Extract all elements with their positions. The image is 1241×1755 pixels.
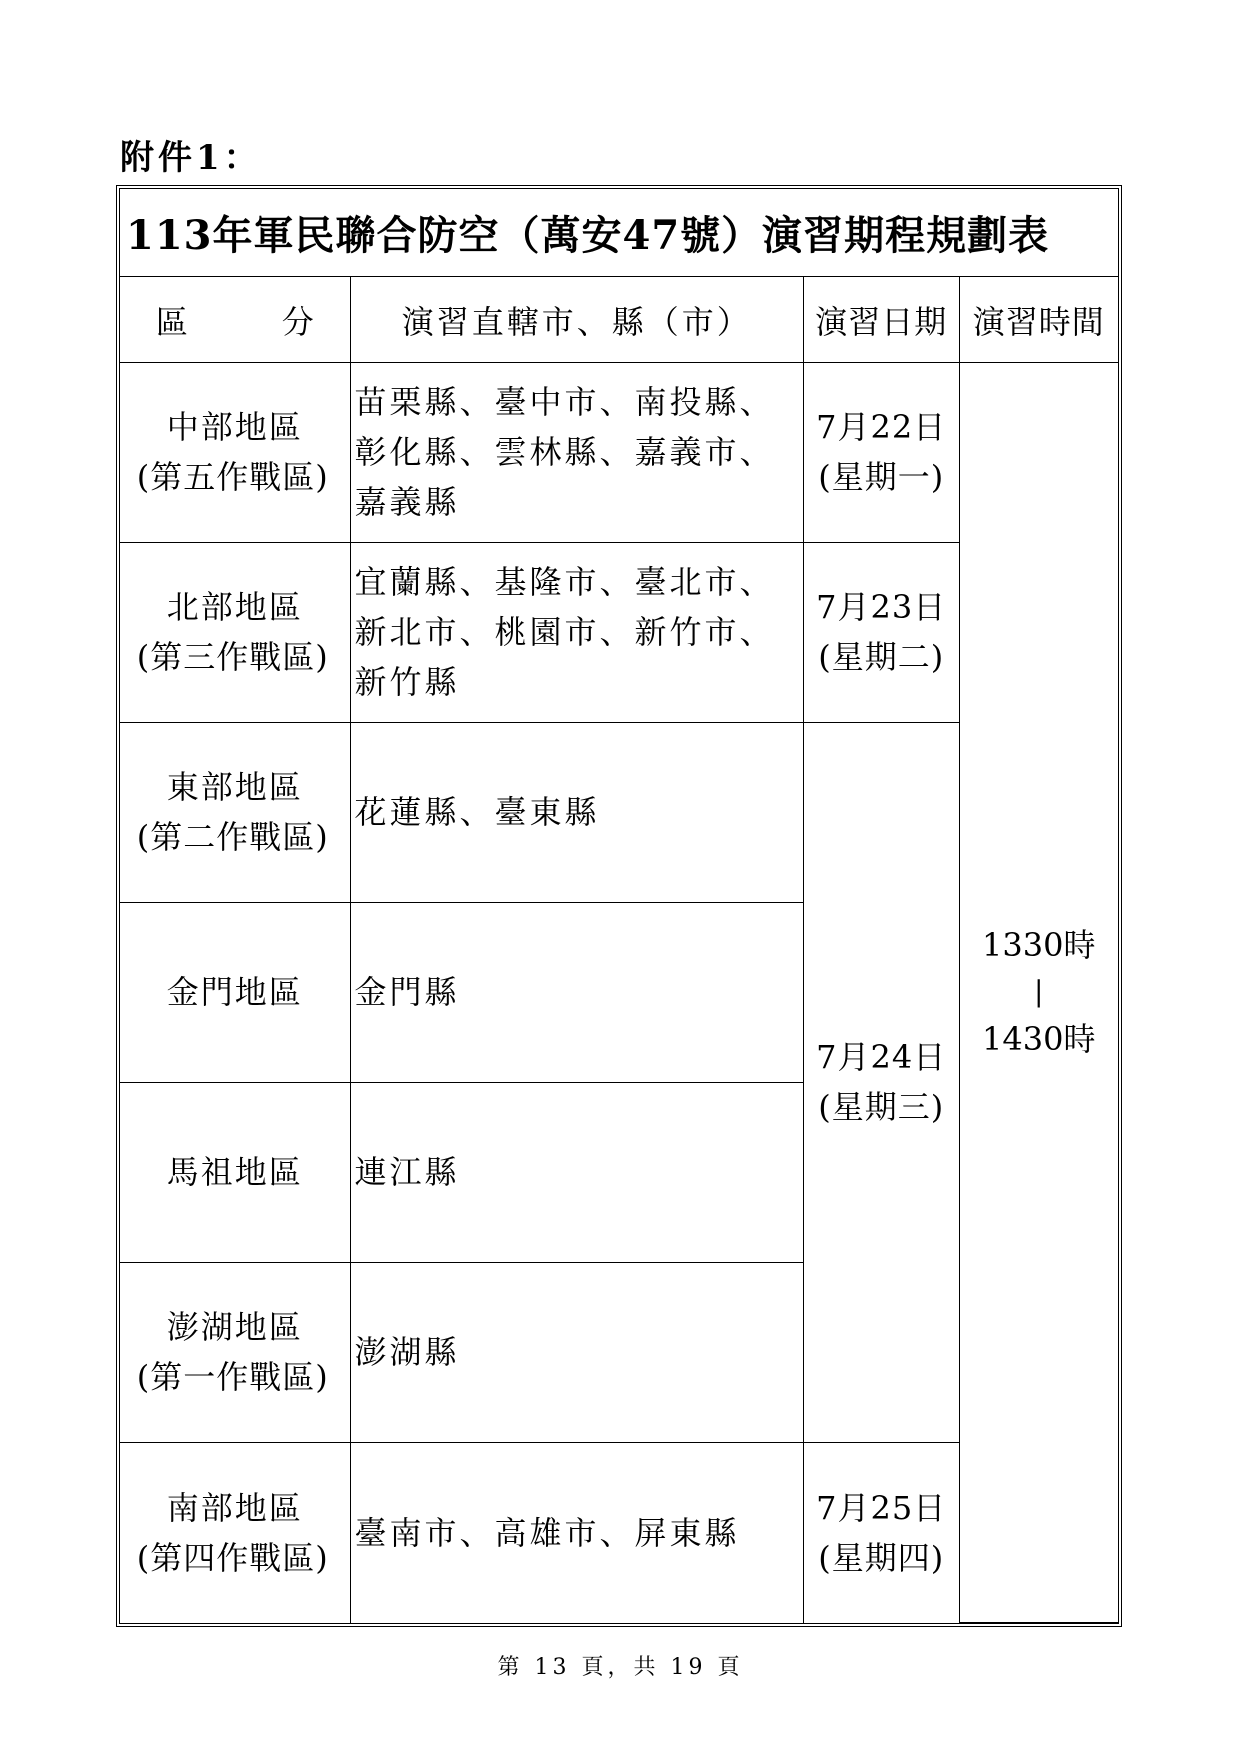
region-cell (120, 1442, 350, 1622)
counties-cell: 宜蘭縣、基隆市、臺北市、新北市、桃園市、新竹市、新竹縣 (350, 542, 803, 722)
date-value: 7月22日 (816, 408, 947, 447)
region-cell (120, 542, 350, 722)
header-date: 演習日期 (803, 277, 959, 363)
region-name: 中部地區 (166, 408, 303, 447)
date-value: 7月24日 (816, 1038, 947, 1077)
date-weekday: (星期三) (818, 1088, 945, 1127)
time-end: 1430時 (982, 1020, 1096, 1059)
region-zone: (第五作戰區) (136, 458, 329, 497)
region-cell (120, 362, 350, 542)
date-weekday: (星期二) (818, 638, 945, 677)
region-name: 北部地區 (166, 588, 303, 627)
region-zone: (第一作戰區) (136, 1358, 329, 1397)
header-time: 演習時間 (959, 277, 1118, 363)
time-dash: | (1034, 975, 1044, 1009)
region-cell (120, 1082, 350, 1262)
counties-cell: 澎湖縣 (350, 1262, 803, 1442)
date-value: 7月25日 (816, 1488, 947, 1527)
region-name: 東部地區 (166, 768, 303, 807)
region-zone: (第四作戰區) (136, 1538, 329, 1577)
region-name: 南部地區 (166, 1488, 303, 1527)
schedule-table (120, 189, 1118, 1623)
counties-cell: 苗栗縣、臺中市、南投縣、彰化縣、雲林縣、嘉義市、嘉義縣 (350, 362, 803, 542)
region-name: 澎湖地區 (166, 1308, 303, 1347)
counties-cell: 花蓮縣、臺東縣 (350, 722, 803, 902)
region-cell (120, 902, 350, 1082)
region-cell (120, 1262, 350, 1442)
counties-cell: 臺南市、高雄市、屏東縣 (350, 1442, 803, 1622)
date-value: 7月23日 (816, 588, 947, 627)
page-footer: 第 13 頁，共 19 頁 (497, 1655, 744, 1680)
time-start: 1330時 (982, 926, 1096, 965)
table-title: 113年軍民聯合防空（萬安47號）演習期程規劃表 (120, 189, 1118, 277)
date-cell (803, 542, 959, 722)
region-name: 馬祖地區 (166, 1153, 303, 1192)
region-cell (120, 722, 350, 902)
region-name: 金門地區 (166, 973, 303, 1012)
date-cell (803, 362, 959, 542)
date-weekday: (星期四) (818, 1538, 945, 1577)
region-zone: (第二作戰區) (136, 818, 329, 857)
header-cities: 演習直轄市、縣（市） (350, 277, 803, 363)
header-region (120, 277, 350, 363)
header-region-char-a: 區 (155, 302, 188, 341)
region-zone: (第三作戰區) (136, 638, 329, 677)
counties-cell: 連江縣 (350, 1082, 803, 1262)
schedule-table-frame (116, 185, 1122, 1627)
table-row (120, 362, 1118, 542)
counties-cell: 金門縣 (350, 902, 803, 1082)
date-weekday: (星期一) (818, 458, 945, 497)
attachment-label: 附件1： (120, 138, 262, 178)
date-cell (803, 1442, 959, 1622)
date-cell (803, 722, 959, 1442)
header-region-char-b: 分 (281, 302, 314, 341)
time-cell (959, 362, 1118, 1622)
